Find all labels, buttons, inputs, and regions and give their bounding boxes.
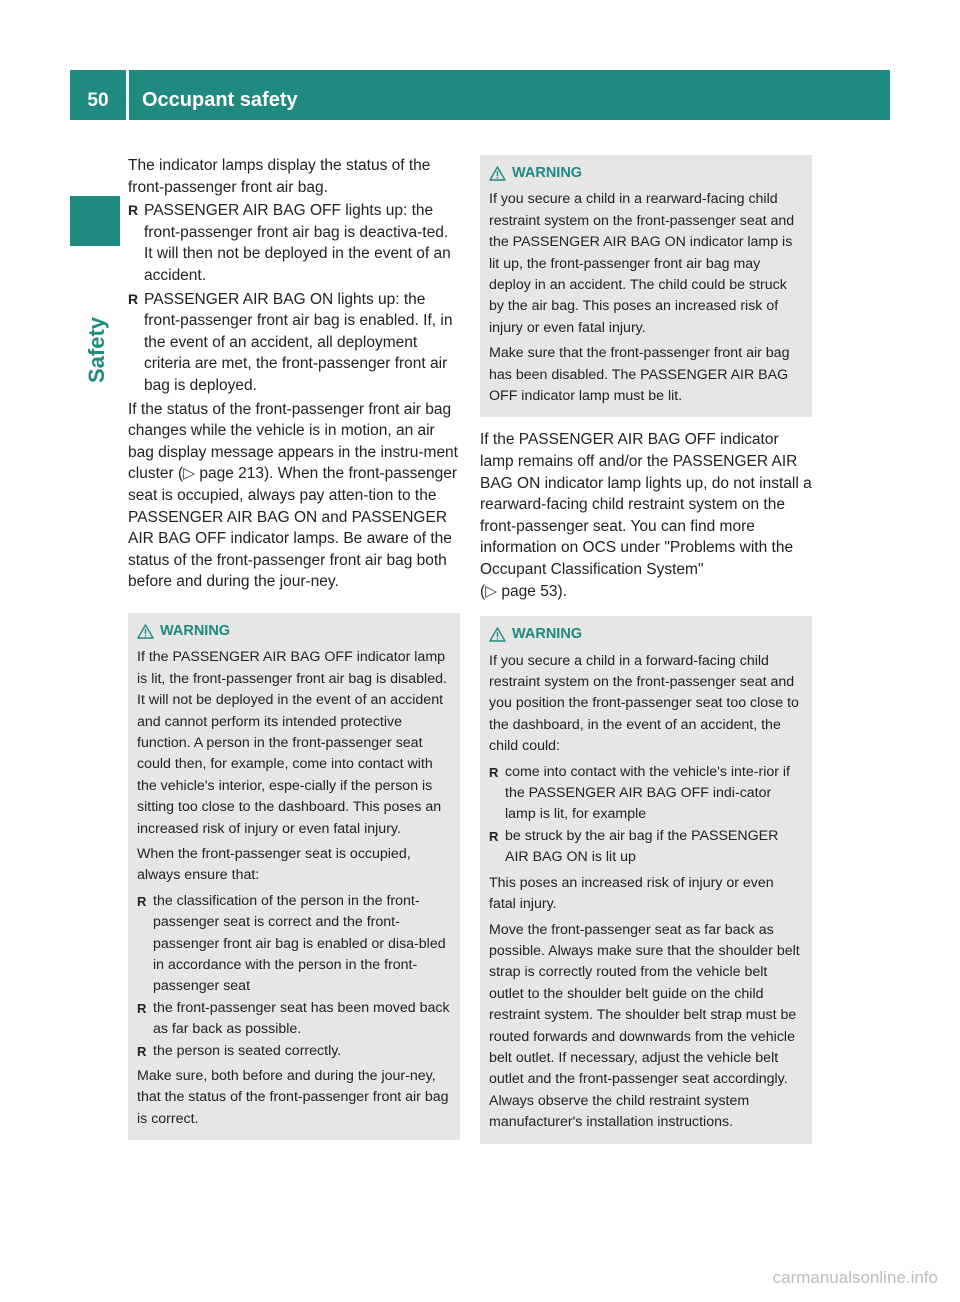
warning-paragraph: If the PASSENGER AIR BAG OFF indicator lamp is lit, the front-passenger front air bag is disabled. It will not be deployed in the event of an accident and cannot perform its intended protective function. A person in the front-passenger seat could then, for example, come into contact with the vehicle's interior, espe-cially if the person is sitting too close to the dashboard. This poses an increased risk of injury or even fatal injury.: [137, 649, 447, 837]
bullet-marker: R: [128, 202, 139, 219]
warning-triangle-icon: [137, 624, 154, 639]
list-item: [137, 1041, 451, 1062]
warning-box: [480, 616, 812, 1143]
warning-title: WARNING: [160, 622, 231, 639]
list-item-text: be struck by the air bag if the PASSENGER AIR BAG ON is lit up: [505, 827, 779, 866]
warning-triangle-icon: [489, 627, 506, 642]
page-number: 50: [87, 90, 109, 111]
list-item-text: PASSENGER AIR BAG ON lights up: the front-passenger front air bag is enabled. If, in the event of an accident, all deployment criteria are met, the front-passenger front air bag is deployed.: [144, 290, 453, 394]
warning-paragraph: If you secure a child in a rearward-facing child restraint system on the front-passenger seat and the PASSENGER AIR BAG ON indicator lamp is lit up, the front-passenger front air bag may deploy in an accident. The child could be struck by the air bag. This poses an increased risk of injury or even fatal injury.: [489, 191, 795, 336]
warning-box: [480, 155, 812, 417]
paragraph-text: ).: [557, 582, 567, 600]
list-item: [128, 289, 460, 397]
warning-paragraph: When the front-passenger seat is occupied, always ensure that:: [137, 845, 411, 884]
list-item: [137, 891, 451, 998]
warning-paragraph: Make sure that the front-passenger front air bag has been disabled. The PASSENGER AIR BAG OFF indicator lamp must be lit.: [489, 345, 790, 405]
side-label: [82, 316, 112, 384]
left-column: [128, 155, 460, 1140]
warning-triangle-icon: [489, 166, 506, 181]
side-tab-marker: [70, 196, 120, 246]
right-column: [480, 155, 812, 1144]
warning-paragraph: Make sure, both before and during the jour-ney, that the status of the front-passenger front air bag is correct.: [137, 1068, 449, 1127]
bullet-marker: R: [137, 893, 147, 909]
list-item-text: the front-passenger seat has been moved back as far back as possible.: [153, 999, 450, 1038]
warning-header: [489, 163, 803, 184]
paragraph-text: If the status of the front-passenger front air bag changes while the vehicle is in motion, an air bag display message appears in the instru-ment cluster (: [128, 400, 458, 483]
bullet-marker: R: [137, 1000, 147, 1016]
paragraph-text: ). When the front-passenger seat is occupied, always pay atten-tion to the PASSENGER AIR BAG ON and PASSENGER AIR BAG OFF indicator lamps. Be aware of the status of the front-passenger front air bag both before and during the jour-ney.: [128, 465, 458, 591]
list-item-text: the person is seated correctly.: [153, 1042, 342, 1059]
section-title: Occupant safety: [142, 89, 298, 111]
list-item-text: the classification of the person in the front-passenger seat is correct and the front-passenger front air bag is enabled or disa-bled in accordance with the person in the front-passenger seat: [153, 892, 446, 995]
paragraph-text: If the PASSENGER AIR BAG OFF indicator lamp remains off and/or the PASSENGER AIR BAG ON indicator lamp lights up, do not install a rearward-facing child restraint system on the front-passenger seat. You can find more information on OCS under "Problems with the Occupant Classification System": [480, 431, 812, 579]
warning-header: [137, 621, 451, 642]
side-label-text: Safety: [84, 316, 110, 384]
header-divider: [126, 70, 129, 120]
page-reference-link[interactable]: page 213: [199, 465, 265, 483]
list-item-text: PASSENGER AIR BAG OFF lights up: the front-passenger front air bag is deactiva-ted. It will then not be deployed in the event of an accident.: [144, 202, 451, 284]
warning-paragraph: This poses an increased risk of injury or even fatal injury.: [489, 874, 774, 913]
page-ref-arrow-icon: ▷: [485, 582, 498, 600]
list-item: [489, 762, 803, 826]
list-item: [137, 998, 451, 1041]
bullet-marker: R: [128, 290, 139, 307]
warning-title: WARNING: [512, 626, 583, 643]
warning-title: WARNING: [512, 165, 583, 181]
status-change-paragraph: [128, 399, 460, 593]
list-item: [128, 200, 460, 286]
ocs-paragraph: [480, 429, 812, 602]
warning-box: [128, 613, 460, 1140]
page-reference-link[interactable]: page 53: [501, 582, 558, 600]
bullet-marker: R: [489, 828, 499, 844]
warning-paragraph: If you secure a child in a forward-facing child restraint system on the front-passenger seat and you position the front-passenger seat too close to the dashboard, in the event of an accident, the child could:: [489, 652, 799, 755]
watermark: carmanualsonline.info: [772, 1268, 938, 1287]
list-item: [489, 826, 803, 869]
bullet-marker: R: [137, 1043, 147, 1059]
page-ref-arrow-icon: ▷: [183, 465, 196, 483]
warning-header: [489, 624, 803, 645]
list-item-text: come into contact with the vehicle's inte-rior if the PASSENGER AIR BAG OFF indi-cator lamp is lit, for example: [505, 763, 791, 823]
warning-paragraph: Move the front-passenger seat as far back as possible. Always make sure that the shoulder belt strap is correctly routed from the vehicle belt outlet to the shoulder belt guide on the child restraint system. The shoulder belt strap must be routed forwards and downwards from the vehicle belt outlet. If necessary, adjust the vehicle belt outlet and the front-passenger seat accordingly. Always observe the child restraint system manufacturer's installation instructions.: [489, 921, 800, 1131]
intro-paragraph: The indicator lamps display the status of the front-passenger front air bag.: [128, 157, 431, 196]
open-paren: (: [480, 582, 486, 600]
bullet-marker: R: [489, 764, 499, 780]
